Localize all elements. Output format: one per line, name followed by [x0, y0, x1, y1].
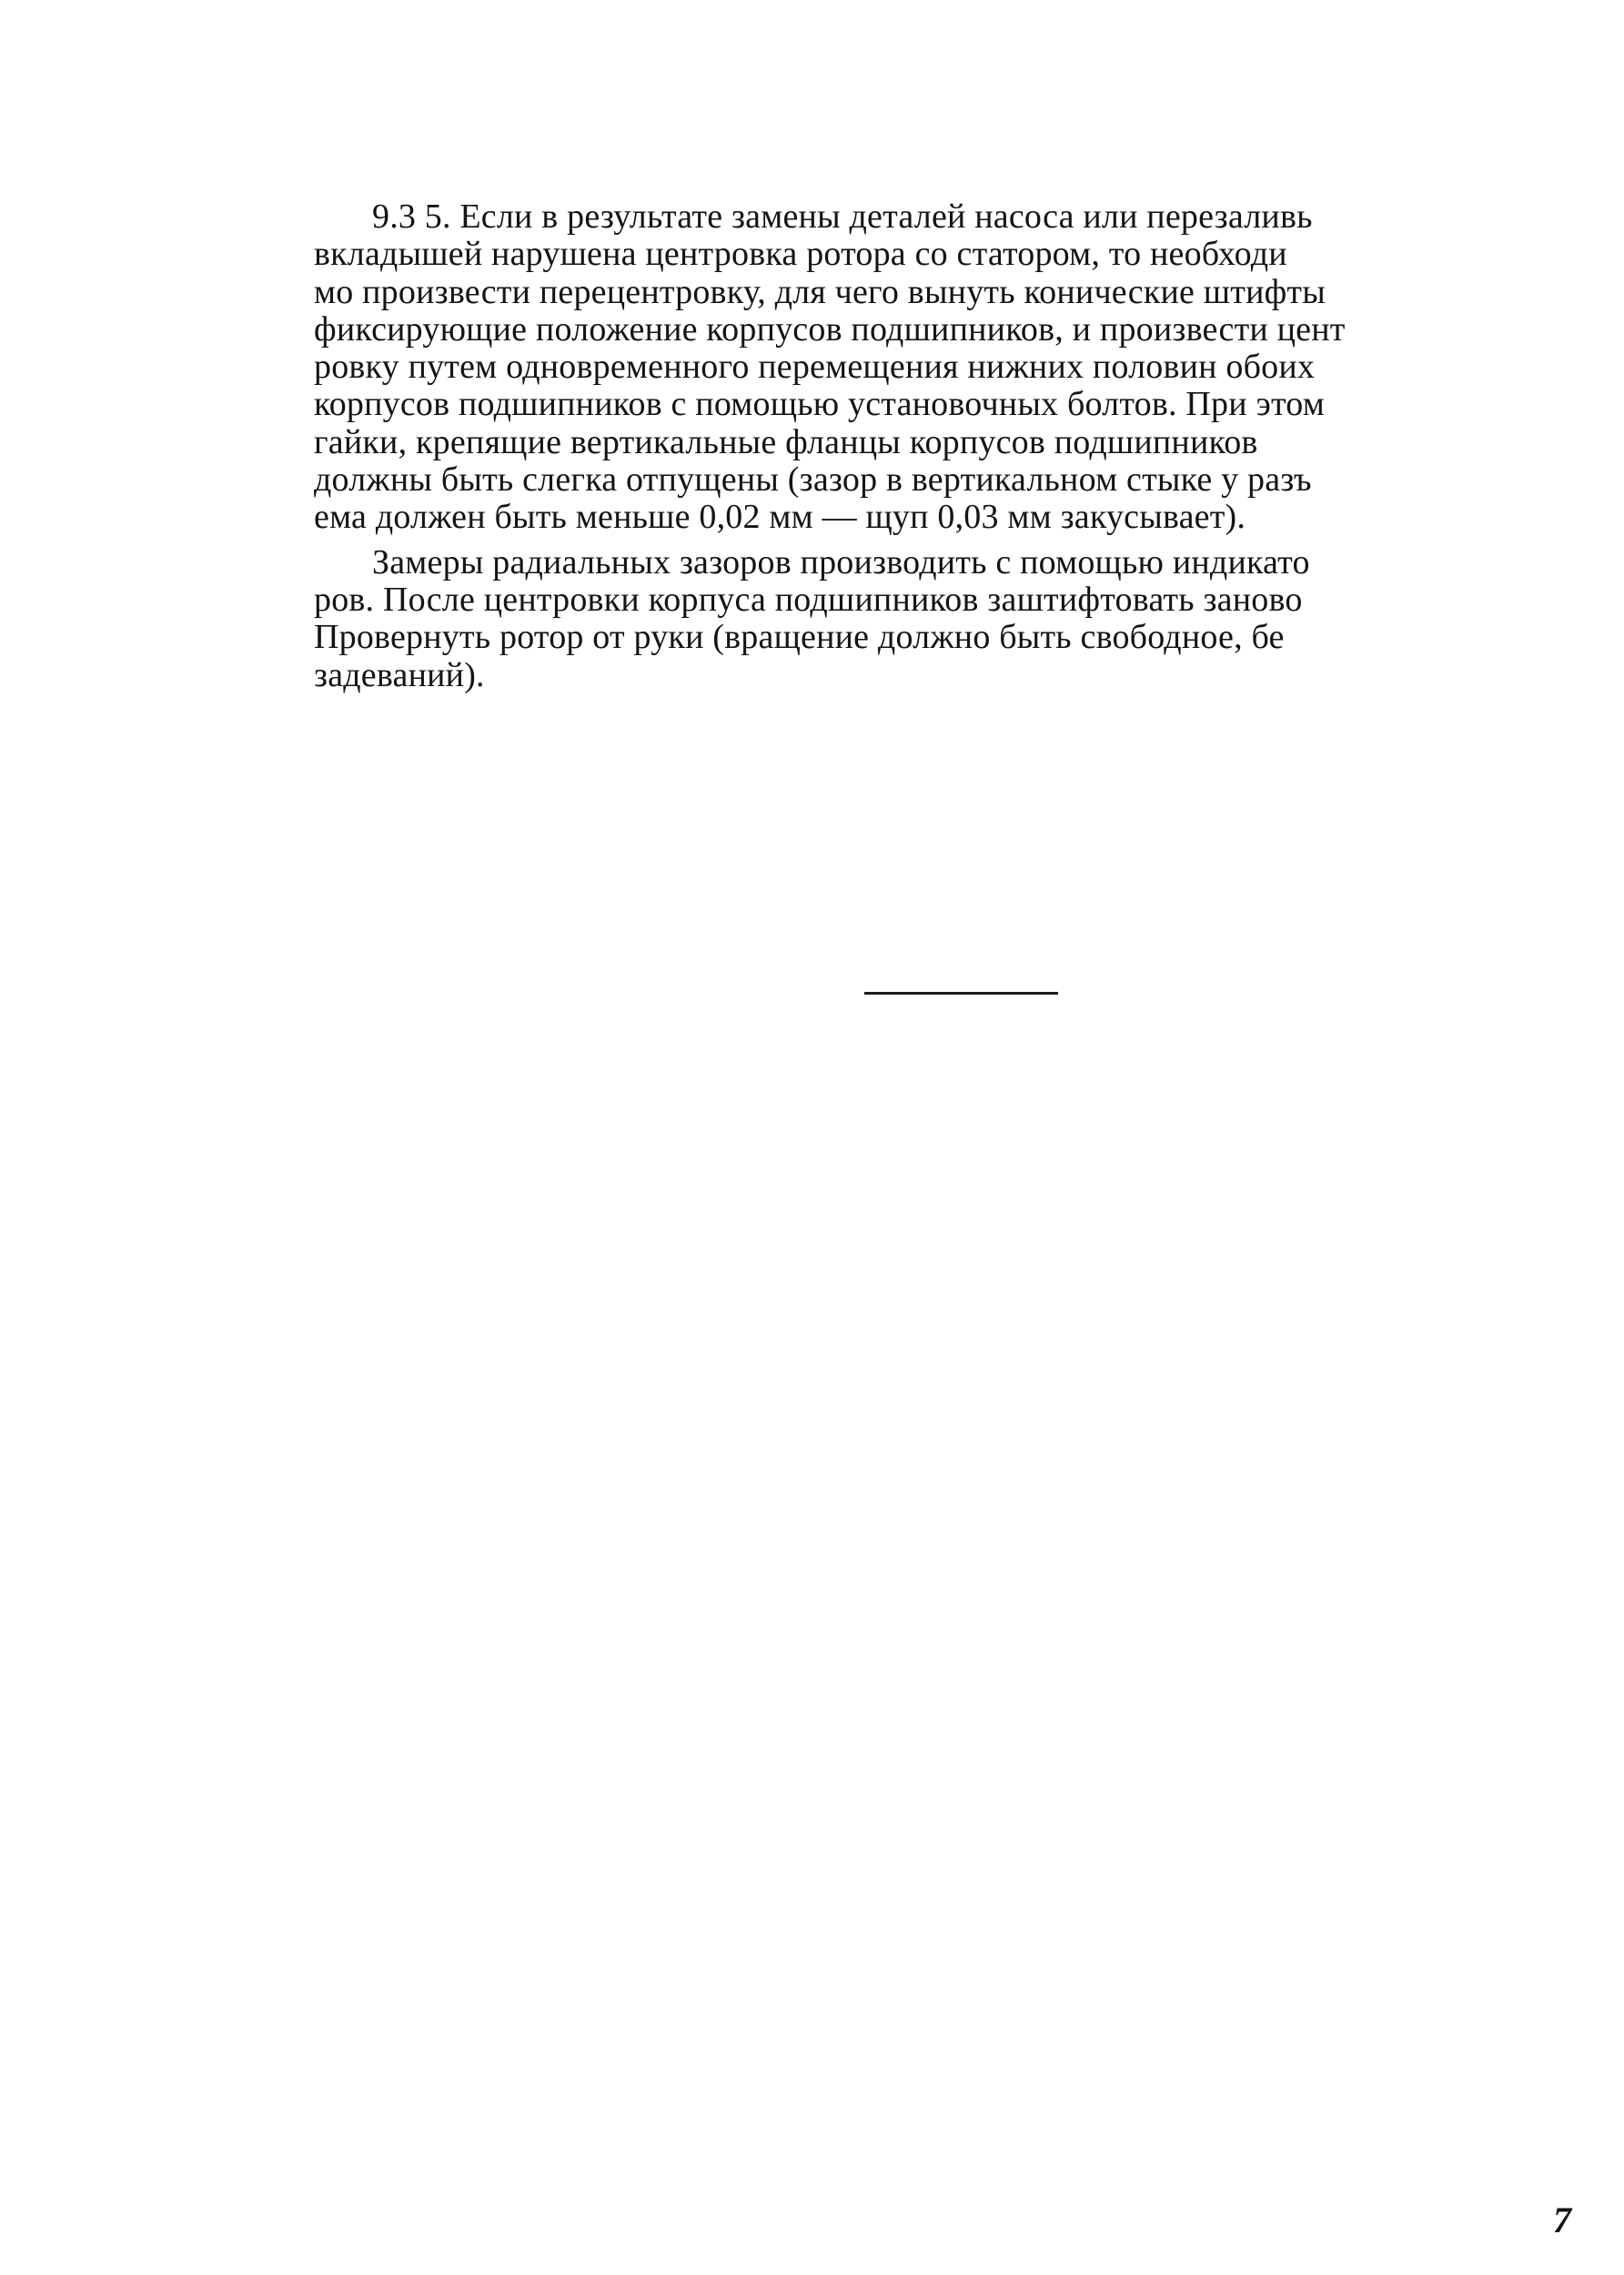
- text-line: задеваний).: [314, 655, 485, 694]
- text-line: 9.3 5. Если в результате замены деталей насоса или перезаливь: [372, 197, 1313, 236]
- text-line: ема должен быть меньше 0,02 мм — щуп 0,03 мм закусывает).: [314, 498, 1246, 537]
- text-line: должны быть слегка отпущены (зазор в вертикальном стыке у разъ: [314, 460, 1312, 500]
- text-line: Замеры радиальных зазоров производить с помощью индикато: [372, 542, 1310, 581]
- text-line: гайки, крепящие вертикальные фланцы корпусов подшипников: [314, 422, 1258, 461]
- paragraph-9-3-5: [314, 198, 1562, 537]
- text-line: мо произвести перецентровку, для чего вынуть конические штифты: [314, 272, 1326, 311]
- paragraph-measurements: [314, 544, 1562, 694]
- text-line: Провернуть ротор от руки (вращение должно быть свободное, бе: [314, 618, 1285, 657]
- section-divider-rule: [864, 992, 1058, 995]
- text-line: ровку путем одновременного перемещения нижних половин обоих: [314, 348, 1316, 387]
- text-line: корпусов подшипников с помощью установочных болтов. При этом: [314, 385, 1326, 424]
- text-line: фиксирующие положение корпусов подшипников, и произвести цент: [314, 309, 1346, 349]
- text-line: ров. После центровки корпуса подшипников заштифтовать заново: [314, 580, 1303, 619]
- text-line: вкладышей нарушена центровка ротора со статором, то необходи: [314, 235, 1287, 274]
- page-number: 7: [1553, 2199, 1571, 2240]
- body-text: [314, 198, 1562, 694]
